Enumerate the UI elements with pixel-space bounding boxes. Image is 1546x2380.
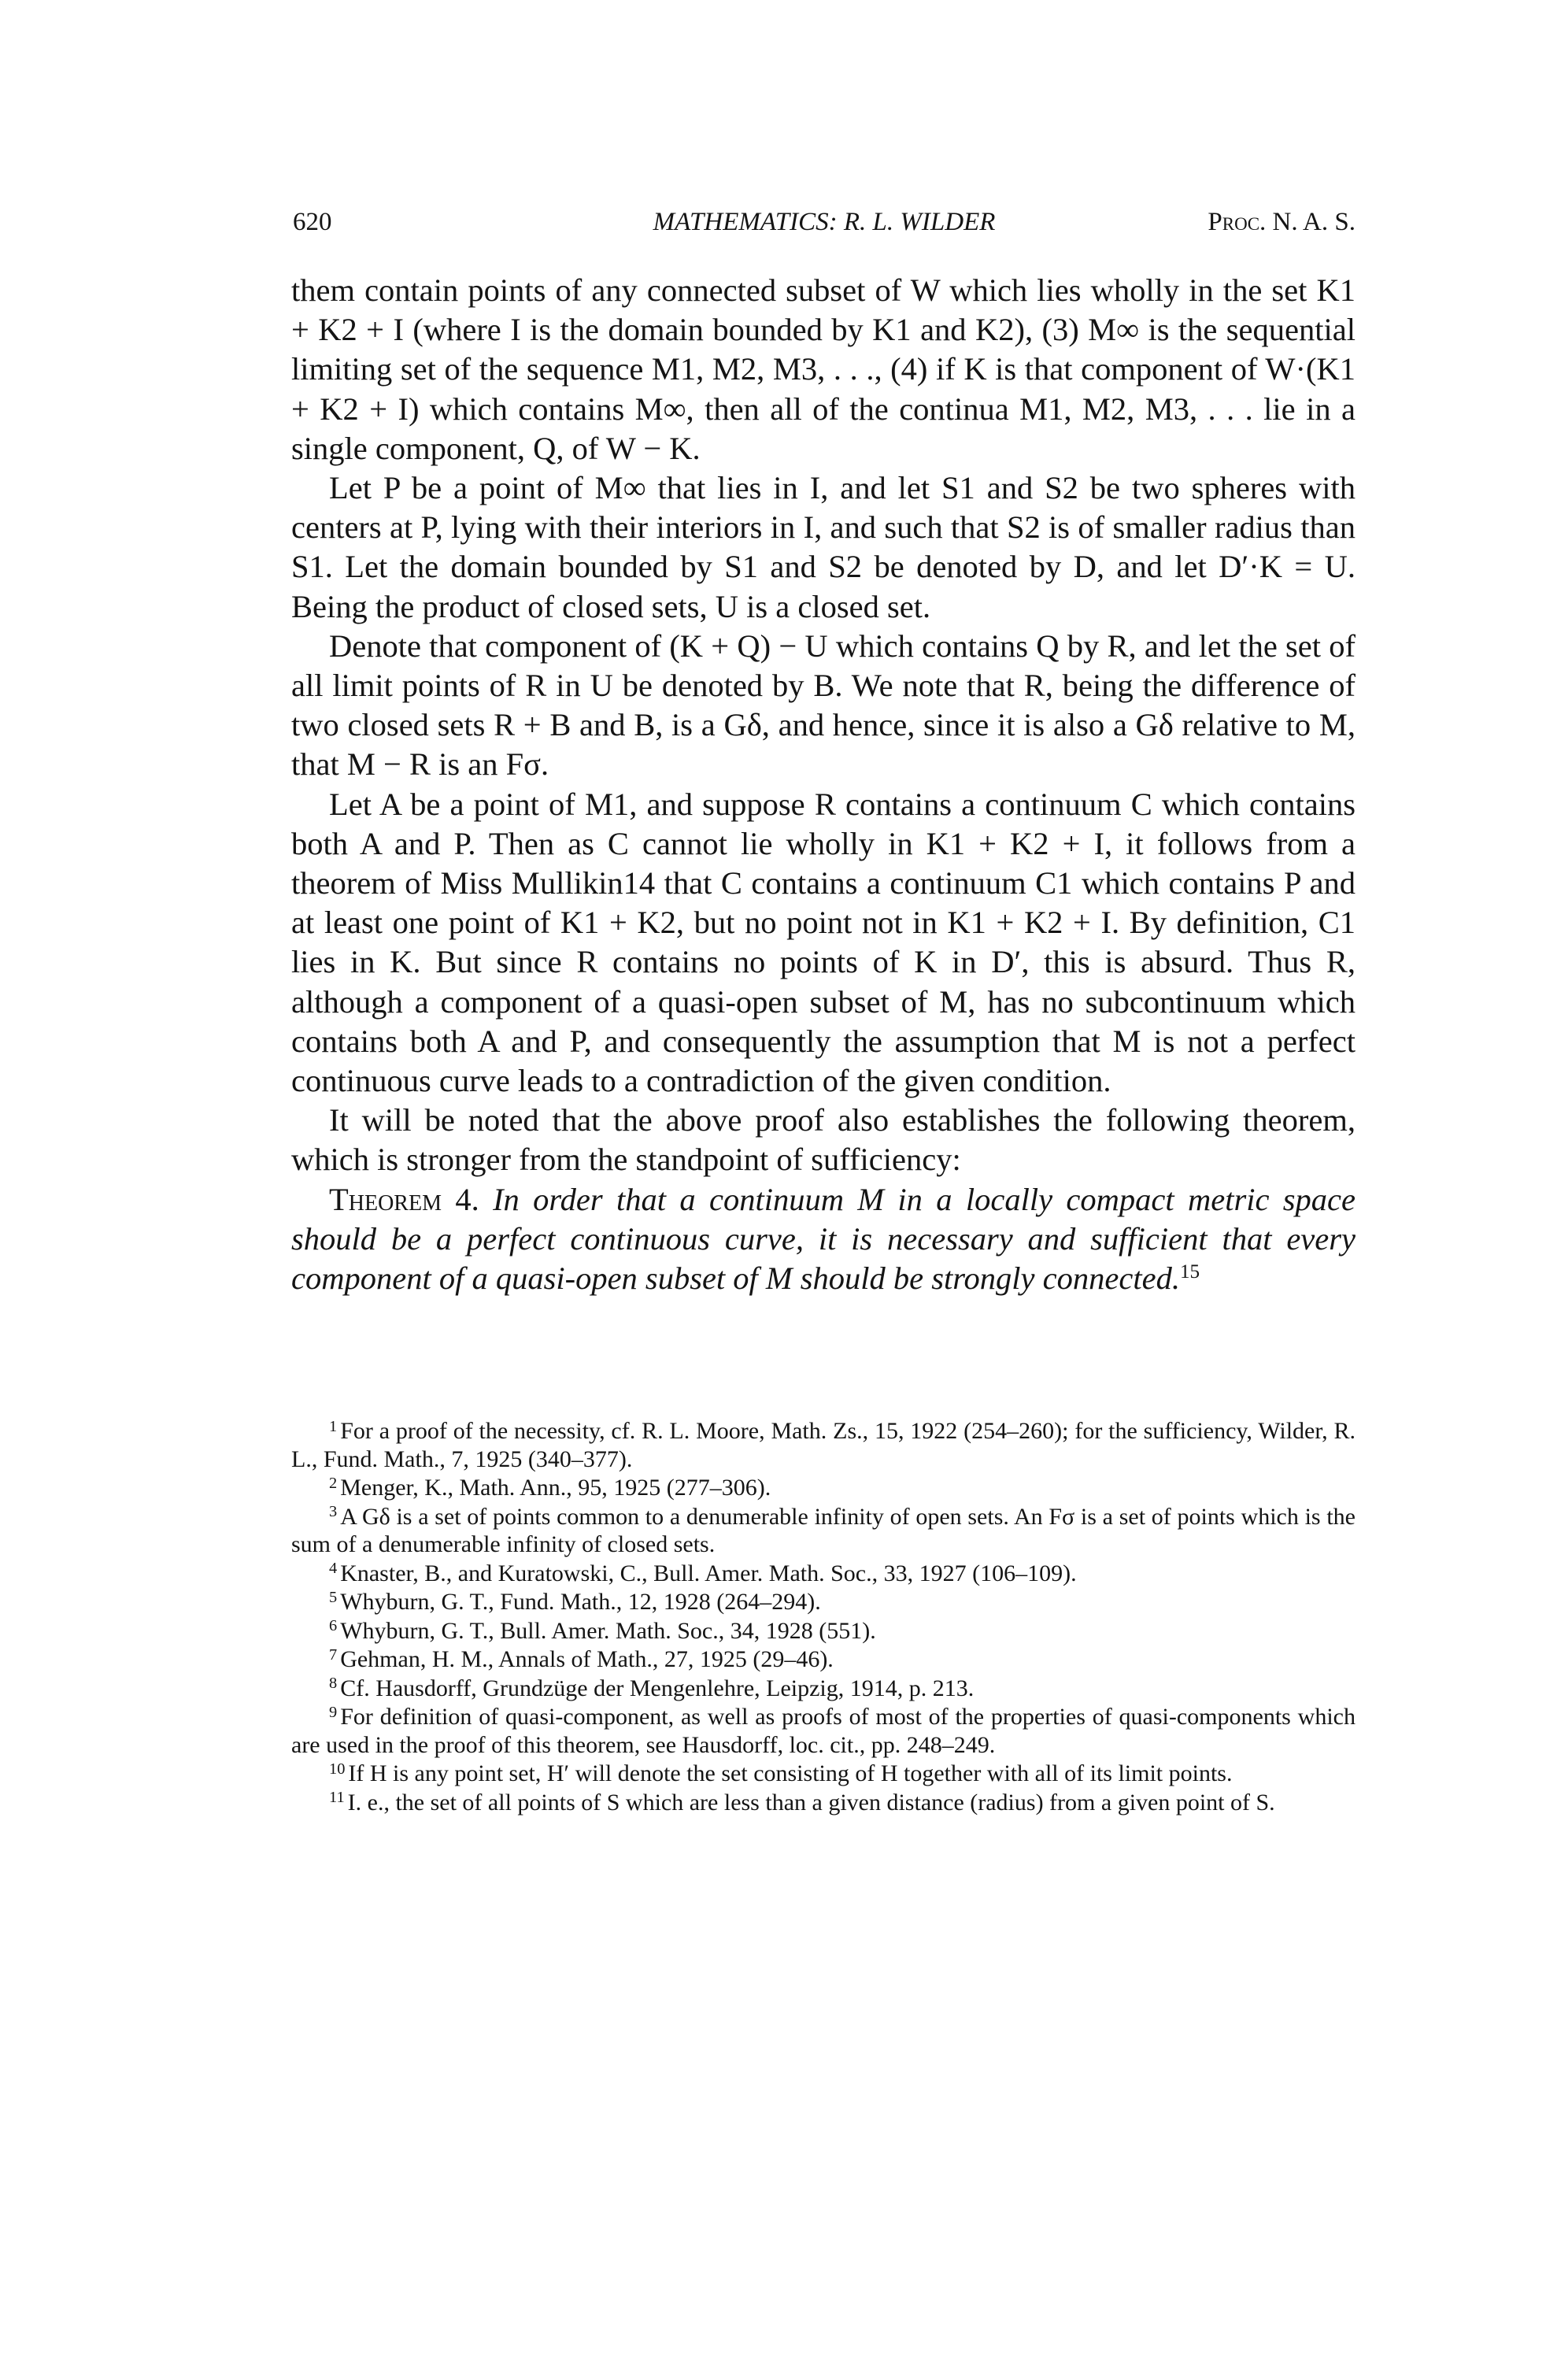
footnote xyxy=(291,1417,1356,1473)
article-body xyxy=(291,271,1356,1298)
footnote xyxy=(291,1560,1356,1588)
footnote xyxy=(291,1503,1356,1559)
paragraph-spheres: Let P be a point of M∞ that lies in I, and let S1 and S2 be two spheres with centers at P, lying with their interiors in I, and such that S2 is of smaller radius than S1. Let the domain bounded by S1 and S2 be denoted by D, and let D′·K = U. Being the product of closed sets, U is a closed set. xyxy=(291,470,1356,624)
footnote-text: For definition of quasi-component, as well as proofs of most of the properties of quasi-components which are used in the proof of this theorem, see Hausdorff, loc. cit., pp. 248–249. xyxy=(291,1704,1356,1758)
footnote xyxy=(291,1760,1356,1788)
footnote-mark: 1 xyxy=(329,1417,338,1435)
footnote-mark: 6 xyxy=(329,1617,338,1635)
paragraph-component-r: Denote that component of (K + Q) − U which contains Q by R, and let the set of all limit points of R in U be denoted by B. We note that R, being the difference of two closed sets R + B and B, is a Gδ, and hence, since it is also a Gδ relative to M, that M − R is an Fσ. xyxy=(291,627,1356,783)
running-header xyxy=(293,206,1356,238)
theorem-4 xyxy=(291,1180,1356,1299)
footnotes xyxy=(291,1417,1356,1817)
footnote-mark: 10 xyxy=(329,1760,346,1778)
paragraph-remark: It will be noted that the above proof also establishes the following theorem, which is stronger from the standpoint of sufficiency: xyxy=(291,1102,1356,1178)
paragraph-continued: them contain points of any connected subset of W which lies wholly in the set K1 + K2 + I (where I is the domain bounded by K1 and K2), (3) M∞ is the sequential limiting set of the sequence M1, M2, M3, . . ., (4) if K is that component of W·(K1 + K2 + I) which contains M∞, then all of the continua M1, M2, M3, . . . lie in a single component, Q, of W − K. xyxy=(291,272,1356,466)
footnote xyxy=(291,1645,1356,1674)
page-number: 620 xyxy=(293,208,332,236)
footnote-mark: 7 xyxy=(329,1645,338,1664)
footnote-text: If H is any point set, H′ will denote the set consisting of H together with all of its limit points. xyxy=(348,1760,1233,1786)
footnote-mark: 5 xyxy=(329,1588,338,1606)
footnote-text: Whyburn, G. T., Bull. Amer. Math. Soc., 34, 1928 (551). xyxy=(340,1617,876,1644)
theorem-label: Theorem 4. xyxy=(329,1181,479,1217)
footnote-mark: 11 xyxy=(329,1789,345,1807)
footnote-mark: 2 xyxy=(329,1474,338,1492)
footnote-text: A Gδ is a set of points common to a denumerable infinity of open sets. An Fσ is a set of points which is the sum of a denumerable infinity of closed sets. xyxy=(291,1503,1356,1557)
footnote-text: Knaster, B., and Kuratowski, C., Bull. Amer. Math. Soc., 33, 1927 (106–109). xyxy=(340,1560,1077,1586)
running-title: MATHEMATICS: R. L. WILDER xyxy=(653,208,996,236)
footnote xyxy=(291,1617,1356,1645)
footnote-text: I. e., the set of all points of S which are less than a given distance (radius) from a given point of S. xyxy=(347,1789,1275,1816)
footnote-text: Whyburn, G. T., Fund. Math., 12, 1928 (264–294). xyxy=(340,1589,821,1615)
footnote xyxy=(291,1474,1356,1502)
footnote xyxy=(291,1789,1356,1817)
footnote-text: For a proof of the necessity, cf. R. L. Moore, Math. Zs., 15, 1922 (254–260); for the sufficiency, Wilder, R. L., Fund. Math., 7, 1925 (340–377). xyxy=(291,1418,1356,1472)
journal-abbreviation: Proc. N. A. S. xyxy=(1208,208,1356,236)
theorem-statement: In order that a continuum M in a locally compact metric space should be a perfect continuous curve, it is necessary and sufficient that every component of a quasi-open subset of M should be strongly connected. xyxy=(291,1181,1356,1297)
footnote-mark: 4 xyxy=(329,1560,338,1578)
footnote-text: Menger, K., Math. Ann., 95, 1925 (277–306). xyxy=(340,1475,771,1501)
footnote-mark: 8 xyxy=(329,1675,338,1693)
footnote xyxy=(291,1588,1356,1616)
footnote-mark: 3 xyxy=(329,1503,338,1521)
theorem-footnote-ref[interactable]: 15 xyxy=(1179,1261,1200,1283)
paragraph-contradiction: Let A be a point of M1, and suppose R contains a continuum C which contains both A and P. Then as C cannot lie wholly in K1 + K2 + I, it follows from a theorem of Miss Mullikin14 that C contains a continuum C1 which contains P and at least one point of K1 + K2, but no point not in K1 + K2 + I. By definition, C1 lies in K. But since R contains no points of K in D′, this is absurd. Thus R, although a component of a quasi-open subset of M, has no subcontinuum which contains both A and P, and consequently the assumption that M is not a perfect continuous curve leads to a contradiction of the given condition. xyxy=(291,786,1356,1099)
footnote-text: Gehman, H. M., Annals of Math., 27, 1925 (29–46). xyxy=(340,1646,834,1672)
footnote-text: Cf. Hausdorff, Grundzüge der Mengenlehre, Leipzig, 1914, p. 213. xyxy=(340,1675,975,1701)
footnote xyxy=(291,1675,1356,1703)
footnote xyxy=(291,1703,1356,1759)
footnote-mark: 9 xyxy=(329,1703,338,1721)
